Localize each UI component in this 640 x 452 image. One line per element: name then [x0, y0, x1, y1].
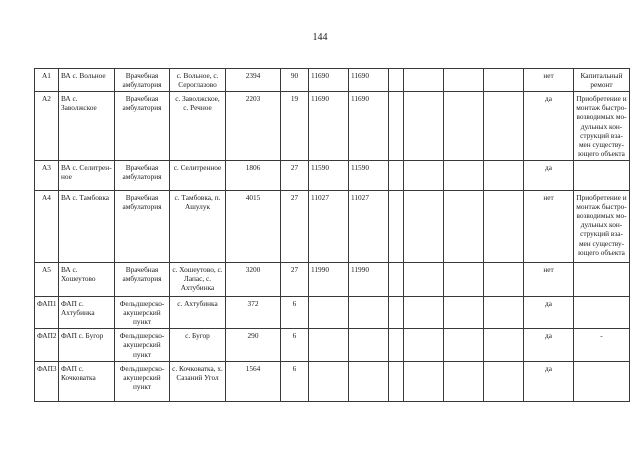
- table-cell-action: -: [574, 329, 630, 361]
- table-cell-action: [574, 361, 630, 401]
- table-cell-v2: [349, 361, 389, 401]
- table-cell-flag: да: [524, 296, 574, 328]
- table-cell-action: Приобретение и монтаж быстро-возводимых мо-дульных кон-струкций вза-мен существу-ющего объекта: [574, 92, 630, 161]
- table-cell-e3: [444, 361, 484, 401]
- table-cell-e2: [404, 92, 444, 161]
- table-cell-e3: [444, 329, 484, 361]
- table-cell-v2: 11690: [349, 92, 389, 161]
- table-cell-v2: 11990: [349, 262, 389, 296]
- table-cell-e4: [484, 160, 524, 190]
- table-cell-code: А3: [35, 160, 59, 190]
- table-cell-e3: [444, 160, 484, 190]
- table-cell-action: [574, 262, 630, 296]
- table-cell-n1: 6: [281, 329, 309, 361]
- table-cell-name: ФАП с. Ахтубинка: [59, 296, 115, 328]
- table-cell-population: 4015: [226, 190, 281, 262]
- table-cell-population: 3200: [226, 262, 281, 296]
- table-cell-e4: [484, 262, 524, 296]
- table-cell-locality: с. Хошеутово, с. Лапас, с. Ахтубинка: [170, 262, 226, 296]
- table-cell-v1: 11690: [309, 92, 349, 161]
- table-cell-name: ВА с. Заволжское: [59, 92, 115, 161]
- table-cell-n1: 6: [281, 296, 309, 328]
- table-row: [35, 190, 630, 262]
- table-cell-population: 2203: [226, 92, 281, 161]
- table-cell-name: ФАП с. Бугор: [59, 329, 115, 361]
- table-cell-e4: [484, 69, 524, 92]
- table-row: [35, 69, 630, 92]
- table-cell-locality: с. Тамбовка, п. Ашулук: [170, 190, 226, 262]
- table-cell-e1: [389, 69, 404, 92]
- table-cell-flag: да: [524, 361, 574, 401]
- table-cell-population: 1806: [226, 160, 281, 190]
- table-cell-e1: [389, 190, 404, 262]
- table-cell-n1: 6: [281, 361, 309, 401]
- table-cell-e3: [444, 262, 484, 296]
- table-cell-locality: с. Заволжское, с. Речное: [170, 92, 226, 161]
- table-cell-v1: 11690: [309, 69, 349, 92]
- table-cell-flag: нет: [524, 190, 574, 262]
- table-cell-v1: 11027: [309, 190, 349, 262]
- table-cell-name: ВА с. Вольное: [59, 69, 115, 92]
- table-cell-e2: [404, 329, 444, 361]
- table-cell-code: А2: [35, 92, 59, 161]
- table-cell-e4: [484, 190, 524, 262]
- table-body: [35, 69, 630, 402]
- table-row: [35, 361, 630, 401]
- table-cell-e4: [484, 92, 524, 161]
- table-cell-n1: 90: [281, 69, 309, 92]
- table-cell-code: ФАП2: [35, 329, 59, 361]
- table-cell-population: 372: [226, 296, 281, 328]
- table-cell-type: Фельдшерско-акушерский пункт: [115, 296, 170, 328]
- table-cell-code: ФАП1: [35, 296, 59, 328]
- table-cell-e3: [444, 92, 484, 161]
- table-cell-type: Врачебная амбулатория: [115, 160, 170, 190]
- table-cell-e4: [484, 329, 524, 361]
- table-cell-n1: 27: [281, 160, 309, 190]
- table-cell-e3: [444, 190, 484, 262]
- table-cell-action: [574, 160, 630, 190]
- table-cell-locality: с. Кочковатка, х. Сазаний Угол: [170, 361, 226, 401]
- table-cell-locality: с. Бугор: [170, 329, 226, 361]
- table-cell-population: 2394: [226, 69, 281, 92]
- table-cell-n1: 19: [281, 92, 309, 161]
- table-cell-v1: 11990: [309, 262, 349, 296]
- table-cell-v1: [309, 296, 349, 328]
- page-number: 144: [312, 32, 328, 43]
- table-cell-e2: [404, 262, 444, 296]
- table-cell-e1: [389, 262, 404, 296]
- table-cell-flag: нет: [524, 262, 574, 296]
- table-cell-v1: [309, 361, 349, 401]
- table-cell-e2: [404, 361, 444, 401]
- table-cell-n1: 27: [281, 262, 309, 296]
- table-cell-locality: с. Вольное, с. Сероглазово: [170, 69, 226, 92]
- table-cell-action: [574, 296, 630, 328]
- table-cell-e2: [404, 296, 444, 328]
- table-cell-flag: да: [524, 160, 574, 190]
- table-row: [35, 329, 630, 361]
- table-row: [35, 262, 630, 296]
- table-cell-e1: [389, 296, 404, 328]
- table-cell-type: Врачебная амбулатория: [115, 69, 170, 92]
- table-row: [35, 92, 630, 161]
- table-cell-v2: 11027: [349, 190, 389, 262]
- table-cell-v1: [309, 329, 349, 361]
- table-cell-e2: [404, 190, 444, 262]
- table-cell-type: Врачебная амбулатория: [115, 190, 170, 262]
- table-row: [35, 296, 630, 328]
- table-cell-e1: [389, 329, 404, 361]
- table-cell-population: 290: [226, 329, 281, 361]
- table-cell-v2: 11690: [349, 69, 389, 92]
- table-cell-v2: [349, 296, 389, 328]
- table-row: [35, 160, 630, 190]
- table-cell-locality: с. Ахтубинка: [170, 296, 226, 328]
- table-cell-v1: 11590: [309, 160, 349, 190]
- table-cell-e3: [444, 69, 484, 92]
- table-cell-code: ФАП3: [35, 361, 59, 401]
- facilities-table: [34, 68, 630, 402]
- table-cell-e2: [404, 160, 444, 190]
- table-cell-locality: с. Селитренное: [170, 160, 226, 190]
- table-cell-e4: [484, 361, 524, 401]
- table-cell-flag: да: [524, 329, 574, 361]
- table-cell-type: Врачебная амбулатория: [115, 262, 170, 296]
- table-cell-action: Приобретение и монтаж быстро-возводимых мо-дульных кон-струкций вза-мен существу-ющего объекта: [574, 190, 630, 262]
- table-cell-code: А5: [35, 262, 59, 296]
- table-cell-name: ВА с. Хошеутово: [59, 262, 115, 296]
- table-cell-code: А1: [35, 69, 59, 92]
- table-cell-flag: да: [524, 92, 574, 161]
- table-cell-v2: 11590: [349, 160, 389, 190]
- table-cell-code: А4: [35, 190, 59, 262]
- table-cell-n1: 27: [281, 190, 309, 262]
- table-cell-type: Фельдшерско-акушерский пункт: [115, 329, 170, 361]
- table-cell-name: ВА с. Тамбовка: [59, 190, 115, 262]
- table-cell-action: Капитальный ремонт: [574, 69, 630, 92]
- table-cell-e2: [404, 69, 444, 92]
- table-cell-e1: [389, 160, 404, 190]
- table-cell-type: Фельдшерско-акушерский пункт: [115, 361, 170, 401]
- table-cell-name: ФАП с. Кочковатка: [59, 361, 115, 401]
- table-cell-e3: [444, 296, 484, 328]
- table-cell-v2: [349, 329, 389, 361]
- table-cell-e1: [389, 361, 404, 401]
- table-cell-e4: [484, 296, 524, 328]
- table-cell-name: ВА с. Селитрен-ное: [59, 160, 115, 190]
- table-cell-flag: нет: [524, 69, 574, 92]
- table-cell-e1: [389, 92, 404, 161]
- table-cell-population: 1564: [226, 361, 281, 401]
- table-cell-type: Врачебная амбулатория: [115, 92, 170, 161]
